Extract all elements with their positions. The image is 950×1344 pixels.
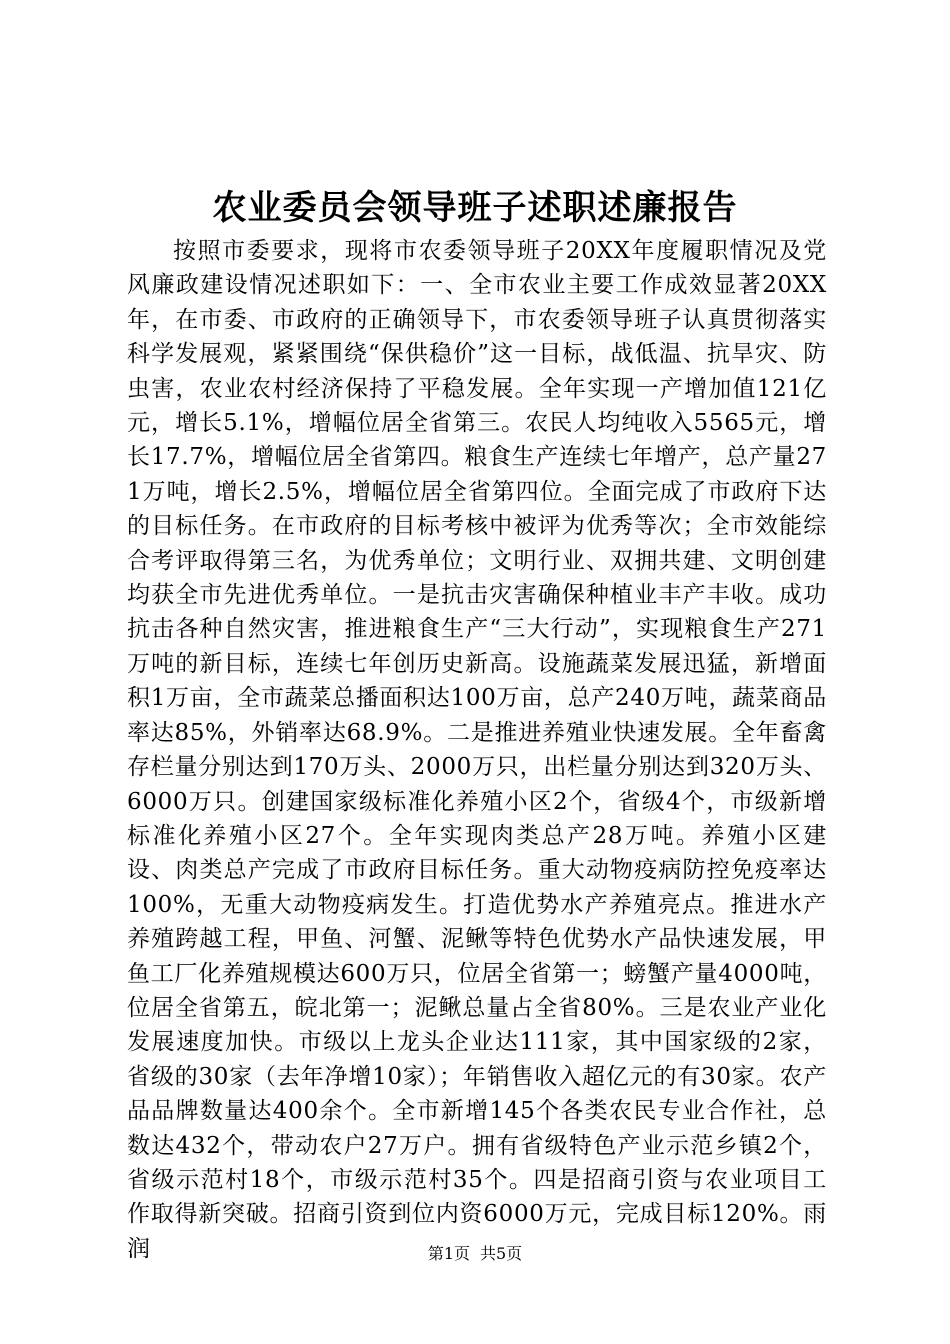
page-footer	[0, 1244, 950, 1264]
document-body-paragraph: 按照市委要求，现将市农委领导班子20XX年度履职情况及党风廉政建设情况述职如下：一、全市农业主要工作成效显著20XX年，在市委、市政府的正确领导下，市农委领导班子认真贯彻落实科学发展观，紧紧围绕“保供稳价”这一目标，战低温、抗旱灾、防虫害，农业农村经济保持了平稳发展。全年实现一产增加值121亿元，增长5.1%，增幅位居全省第三。农民人均纯收入5565元，增长17.7%，增幅位居全省第四。粮食生产连续七年增产，总产量271万吨，增长2.5%，增幅位居全省第四位。全面完成了市政府下达的目标任务。在市政府的目标考核中被评为优秀等次；全市效能综合考评取得第三名，为优秀单位；文明行业、双拥共建、文明创建均获全市先进优秀单位。一是抗击灾害确保种植业丰产丰收。成功抗击各种自然灾害，推进粮食生产“三大行动”，实现粮食生产271万吨的新目标，连续七年创历史新高。设施蔬菜发展迅猛，新增面积1万亩，全市蔬菜总播面积达100万亩，总产240万吨，蔬菜商品率达85%，外销率达68.9%。二是推进养殖业快速发展。全年畜禽存栏量分别达到170万头、2000万只，出栏量分别达到320万头、6000万只。创建国家级标准化养殖小区2个，省级4个，市级新增标准化养殖小区27个。全年实现肉类总产28万吨。养殖小区建设、肉类总产完成了市政府目标任务。重大动物疫病防控免疫率达100%，无重大动物疫病发生。打造优势水产养殖亮点。推进水产养殖跨越工程，甲鱼、河蟹、泥鳅等特色优势水产品快速发展，甲鱼工厂化养殖规模达600万只，位居全省第一；螃蟹产量4000吨，位居全省第五，皖北第一；泥鳅总量占全省80%。三是农业产业化发展速度加快。市级以上龙头企业达111家，其中国家级的2家，省级的30家（去年净增10家）；年销售收入超亿元的有30家。农产品品牌数量达400余个。全市新增145个各类农民专业合作社，总数达432个，带动农户27万户。拥有省级特色产业示范乡镇2个，省级示范村18个，市级示范村35个。四是招商引资与农业项目工作取得新突破。招商引资到位内资6000万元，完成目标120%。雨润	[127, 238, 827, 1262]
page-number-total: 共5页	[480, 1244, 523, 1263]
document-title: 农业委员会领导班子述职述廉报告	[212, 188, 738, 228]
page-number-current: 第1页	[427, 1244, 470, 1263]
